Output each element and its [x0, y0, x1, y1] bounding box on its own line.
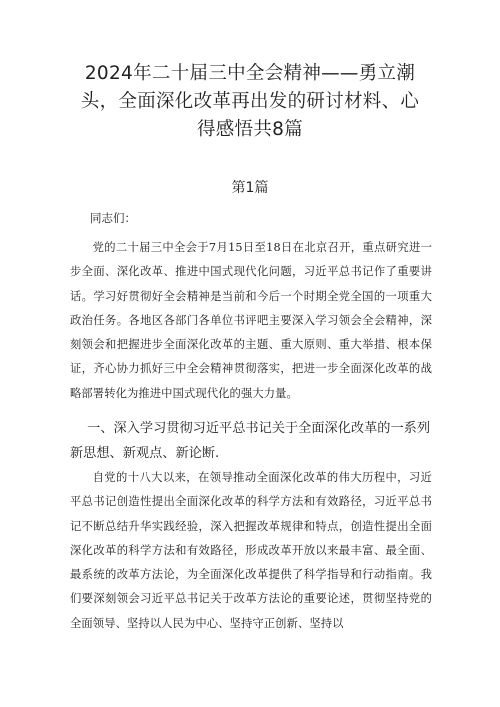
section-number: 第1篇	[231, 180, 269, 196]
document-title: 2024年二十届三中全会精神——勇立潮头，全面深化改革再出发的研讨材料、心得感悟共8篇	[80, 63, 420, 140]
paragraph-body: 自党的十八大以来，在领导推动全面深化改革的伟大历程中，习近平总书记创造性提出全面深化改革的科学方法和有效路径，习近平总书记不断总结升华实践经验，深入把握改革规律和特点，创造性提出全面深化改革的科学方法和有效路径，形成改革开放以来最丰富、最全面、最系统的改革方法论，为全面深化改革提供了科学指导和行动指南。我们要深刻领会习近平总书记关于改革方法论的重要论述，贯彻坚持党的全面领导、坚持以人民为中心、坚持守正创新、坚持以	[70, 471, 432, 630]
salutation: 同志们：	[90, 211, 136, 225]
section-heading: 一、深入学习贯彻习近平总书记关于全面深化改革的一系列新思想、新观点、新论断.	[70, 421, 431, 461]
paragraph-intro: 党的二十届三中全会于7月15日至18日在北京召开，重点研究进一步全面、深化改革、推进中国式现代化问题，习近平总书记作了重要讲话。学习好贯彻好全会精神是当前和今后一个时期全党全国的一项重大政治任务。各地区各部门各单位书评吧主要深入学习领会全会精神，深刻领会和把握进步全面深化改革的主题、重大原则、重大举措、根本保证，齐心协力抓好三中全会精神贯彻落实，把进一步全面深化改革的战略部署转化为推进中国式现代化的强大力量。	[70, 241, 432, 400]
